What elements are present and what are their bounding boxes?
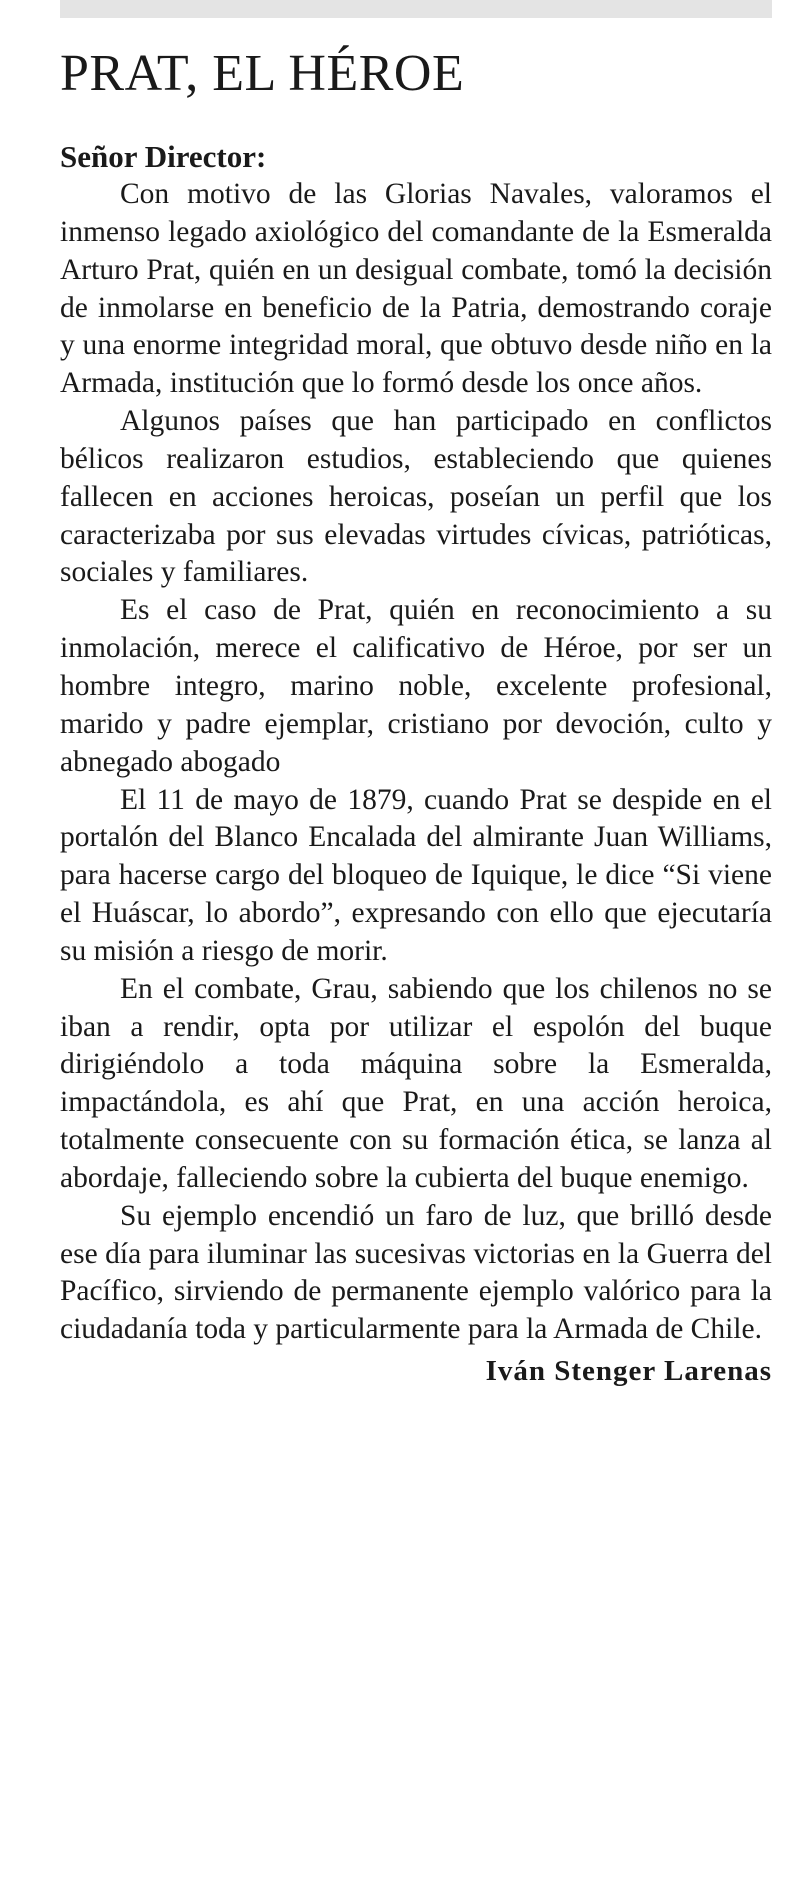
letter-to-editor — [60, 38, 772, 1391]
paragraph: Con motivo de las Glorias Navales, valoramos el inmenso legado axiológico del comandante de la Esmeralda Arturo Prat, quién en un desigual combate, tomó la decisión de inmolarse en beneficio de la Patria, demostrando coraje y una enorme integridad moral, que obtuvo desde niño en la Armada, institución que lo formó desde los once años. — [60, 178, 772, 400]
letter-body — [60, 176, 772, 1349]
salutation: Señor Director: — [60, 139, 267, 174]
paragraph: En el combate, Grau, sabiendo que los chilenos no se iban a rendir, opta por utilizar el espolón del buque dirigiéndolo a toda máquina sobre la Esmeralda, impactándola, es ahí que Prat, en una acción heroica, totalmente consecuente con su formación ética, se lanza al abordaje, falleciendo sobre la cubierta del buque enemigo. — [60, 972, 772, 1194]
headline: PRAT, EL HÉROE — [60, 45, 465, 102]
paragraph: Algunos países que han participado en conflictos bélicos realizaron estudios, estableciendo que quienes fallecen en acciones heroicas, poseían un perfil que los caracterizaba por sus elevadas virtudes cívicas, patrióticas, sociales y familiares. — [60, 405, 772, 589]
paragraph: Es el caso de Prat, quién en reconocimiento a su inmolación, merece el calificativo de Héroe, por ser un hombre integro, marino noble, excelente profesional, marido y padre ejemplar, cristiano por devoción, culto y abnegado abogado — [60, 594, 772, 778]
paragraph: Su ejemplo encendió un faro de luz, que brilló desde ese día para iluminar las sucesivas victorias en la Guerra del Pacífico, sirviendo de permanente ejemplo valórico para la ciudadanía toda y particularmente para la Armada de Chile. — [60, 1199, 772, 1346]
author-signature: Iván Stenger Larenas — [485, 1355, 772, 1388]
page-header-bar — [60, 0, 772, 18]
paragraph: El 11 de mayo de 1879, cuando Prat se despide en el portalón del Blanco Encalada del almirante Juan Williams, para hacerse cargo del bloqueo de Iquique, le dice “Si viene el Huáscar, lo abordo”, expresando con ello que ejecutaría su misión a riesgo de morir. — [60, 783, 772, 967]
